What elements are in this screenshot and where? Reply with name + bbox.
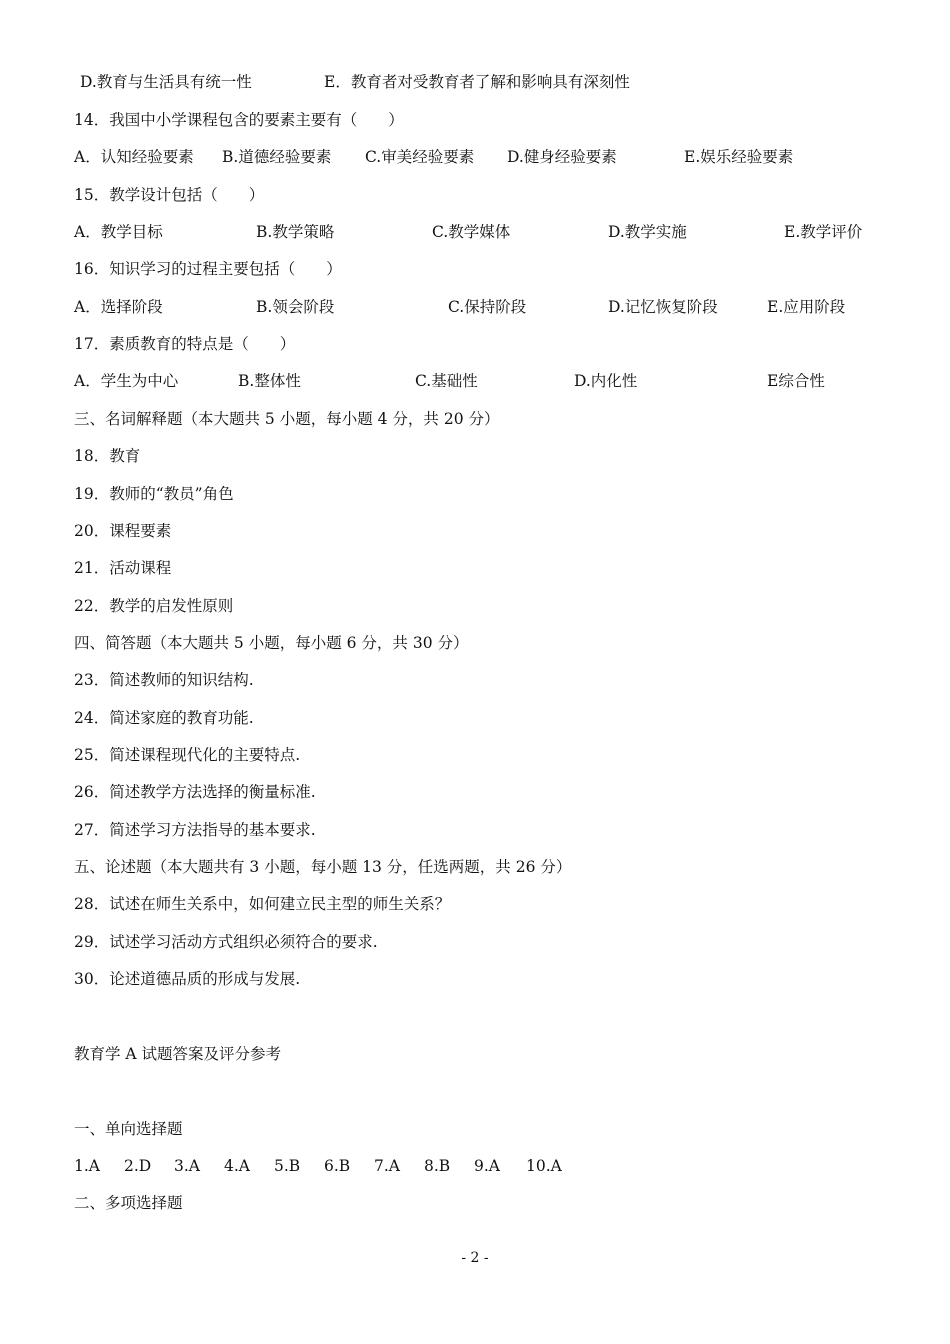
q16-option-e: E.应用阶段 <box>767 298 846 316</box>
answer-item: 9.A <box>474 1157 500 1175</box>
answers-part2-title: 二、多项选择题 <box>74 1194 183 1212</box>
q14-option-b: B.道德经验要素 <box>222 148 332 166</box>
answer-item: 7.A <box>374 1157 400 1175</box>
answer-item: 10.A <box>526 1157 562 1175</box>
answers-title: 教育学 A 试题答案及评分参考 <box>74 1045 282 1063</box>
q17-option-a: A．学生为中心 <box>74 372 179 390</box>
answer-item: 2.D <box>124 1157 152 1175</box>
q16-option-a: A．选择阶段 <box>74 298 163 316</box>
q15-stem: 15．教学设计包括（ ） <box>74 186 265 204</box>
q17-option-d: D.内化性 <box>574 372 638 390</box>
section3-title: 三、名词解释题（本大题共 5 小题，每小题 4 分，共 20 分） <box>74 410 500 428</box>
section3-item: 18．教育 <box>74 447 141 465</box>
q17-stem: 17．素质教育的特点是（ ） <box>74 335 296 353</box>
q16-stem: 16．知识学习的过程主要包括（ ） <box>74 260 342 278</box>
q15-option-b: B.教学策略 <box>256 223 335 241</box>
section4-item: 23．简述教师的知识结构. <box>74 671 254 689</box>
answer-item: 6.B <box>324 1157 351 1175</box>
q15-option-e: E.教学评价 <box>784 223 863 241</box>
section5-item: 30．论述道德品质的形成与发展. <box>74 970 301 988</box>
answers-part1-title: 一、单向选择题 <box>74 1120 183 1138</box>
q15-option-c: C.教学媒体 <box>432 223 511 241</box>
section5-item: 28．试述在师生关系中，如何建立民主型的师生关系？ <box>74 895 451 913</box>
section5-title: 五、论述题（本大题共有 3 小题，每小题 13 分，任选两题，共 26 分） <box>74 858 572 876</box>
q16-option-c: C.保持阶段 <box>448 298 527 316</box>
section5-item: 29．试述学习活动方式组织必须符合的要求. <box>74 933 378 951</box>
q17-option-b: B.整体性 <box>238 372 301 390</box>
section4-item: 24．简述家庭的教育功能. <box>74 709 254 727</box>
q14-option-a: A．认知经验要素 <box>74 148 194 166</box>
answer-item: 1.A <box>74 1157 100 1175</box>
q14-option-c: C.审美经验要素 <box>365 148 475 166</box>
answer-item: 5.B <box>274 1157 301 1175</box>
answer-item: 8.B <box>424 1157 451 1175</box>
answer-item: 3.A <box>174 1157 200 1175</box>
section4-item: 25．简述课程现代化的主要特点. <box>74 746 301 764</box>
q16-option-b: B.领会阶段 <box>256 298 335 316</box>
section3-item: 20．课程要素 <box>74 522 172 540</box>
q17-option-c: C.基础性 <box>415 372 478 390</box>
q15-option-d: D.教学实施 <box>608 223 687 241</box>
page-number: - 2 - <box>461 1250 489 1266</box>
section4-item: 27．简述学习方法指导的基本要求. <box>74 821 316 839</box>
section3-item: 22．教学的启发性原则 <box>74 597 234 615</box>
section4-item: 26．简述教学方法选择的衡量标准. <box>74 783 316 801</box>
q16-option-d: D.记忆恢复阶段 <box>608 298 718 316</box>
q13-option-e: E．教育者对受教育者了解和影响具有深刻性 <box>324 73 630 91</box>
section3-item: 21．活动课程 <box>74 559 172 577</box>
section3-item: 19．教师的“教员”角色 <box>74 485 234 503</box>
q14-option-d: D.健身经验要素 <box>507 148 617 166</box>
section4-title: 四、简答题（本大题共 5 小题，每小题 6 分，共 30 分） <box>74 634 469 652</box>
q13-option-d: D.教育与生活具有统一性 <box>80 73 252 91</box>
q14-stem: 14．我国中小学课程包含的要素主要有（ ） <box>74 111 404 129</box>
q15-option-a: A．教学目标 <box>74 223 163 241</box>
q14-option-e: E.娱乐经验要素 <box>684 148 794 166</box>
answer-item: 4.A <box>224 1157 250 1175</box>
q17-option-e: E综合性 <box>767 372 825 390</box>
